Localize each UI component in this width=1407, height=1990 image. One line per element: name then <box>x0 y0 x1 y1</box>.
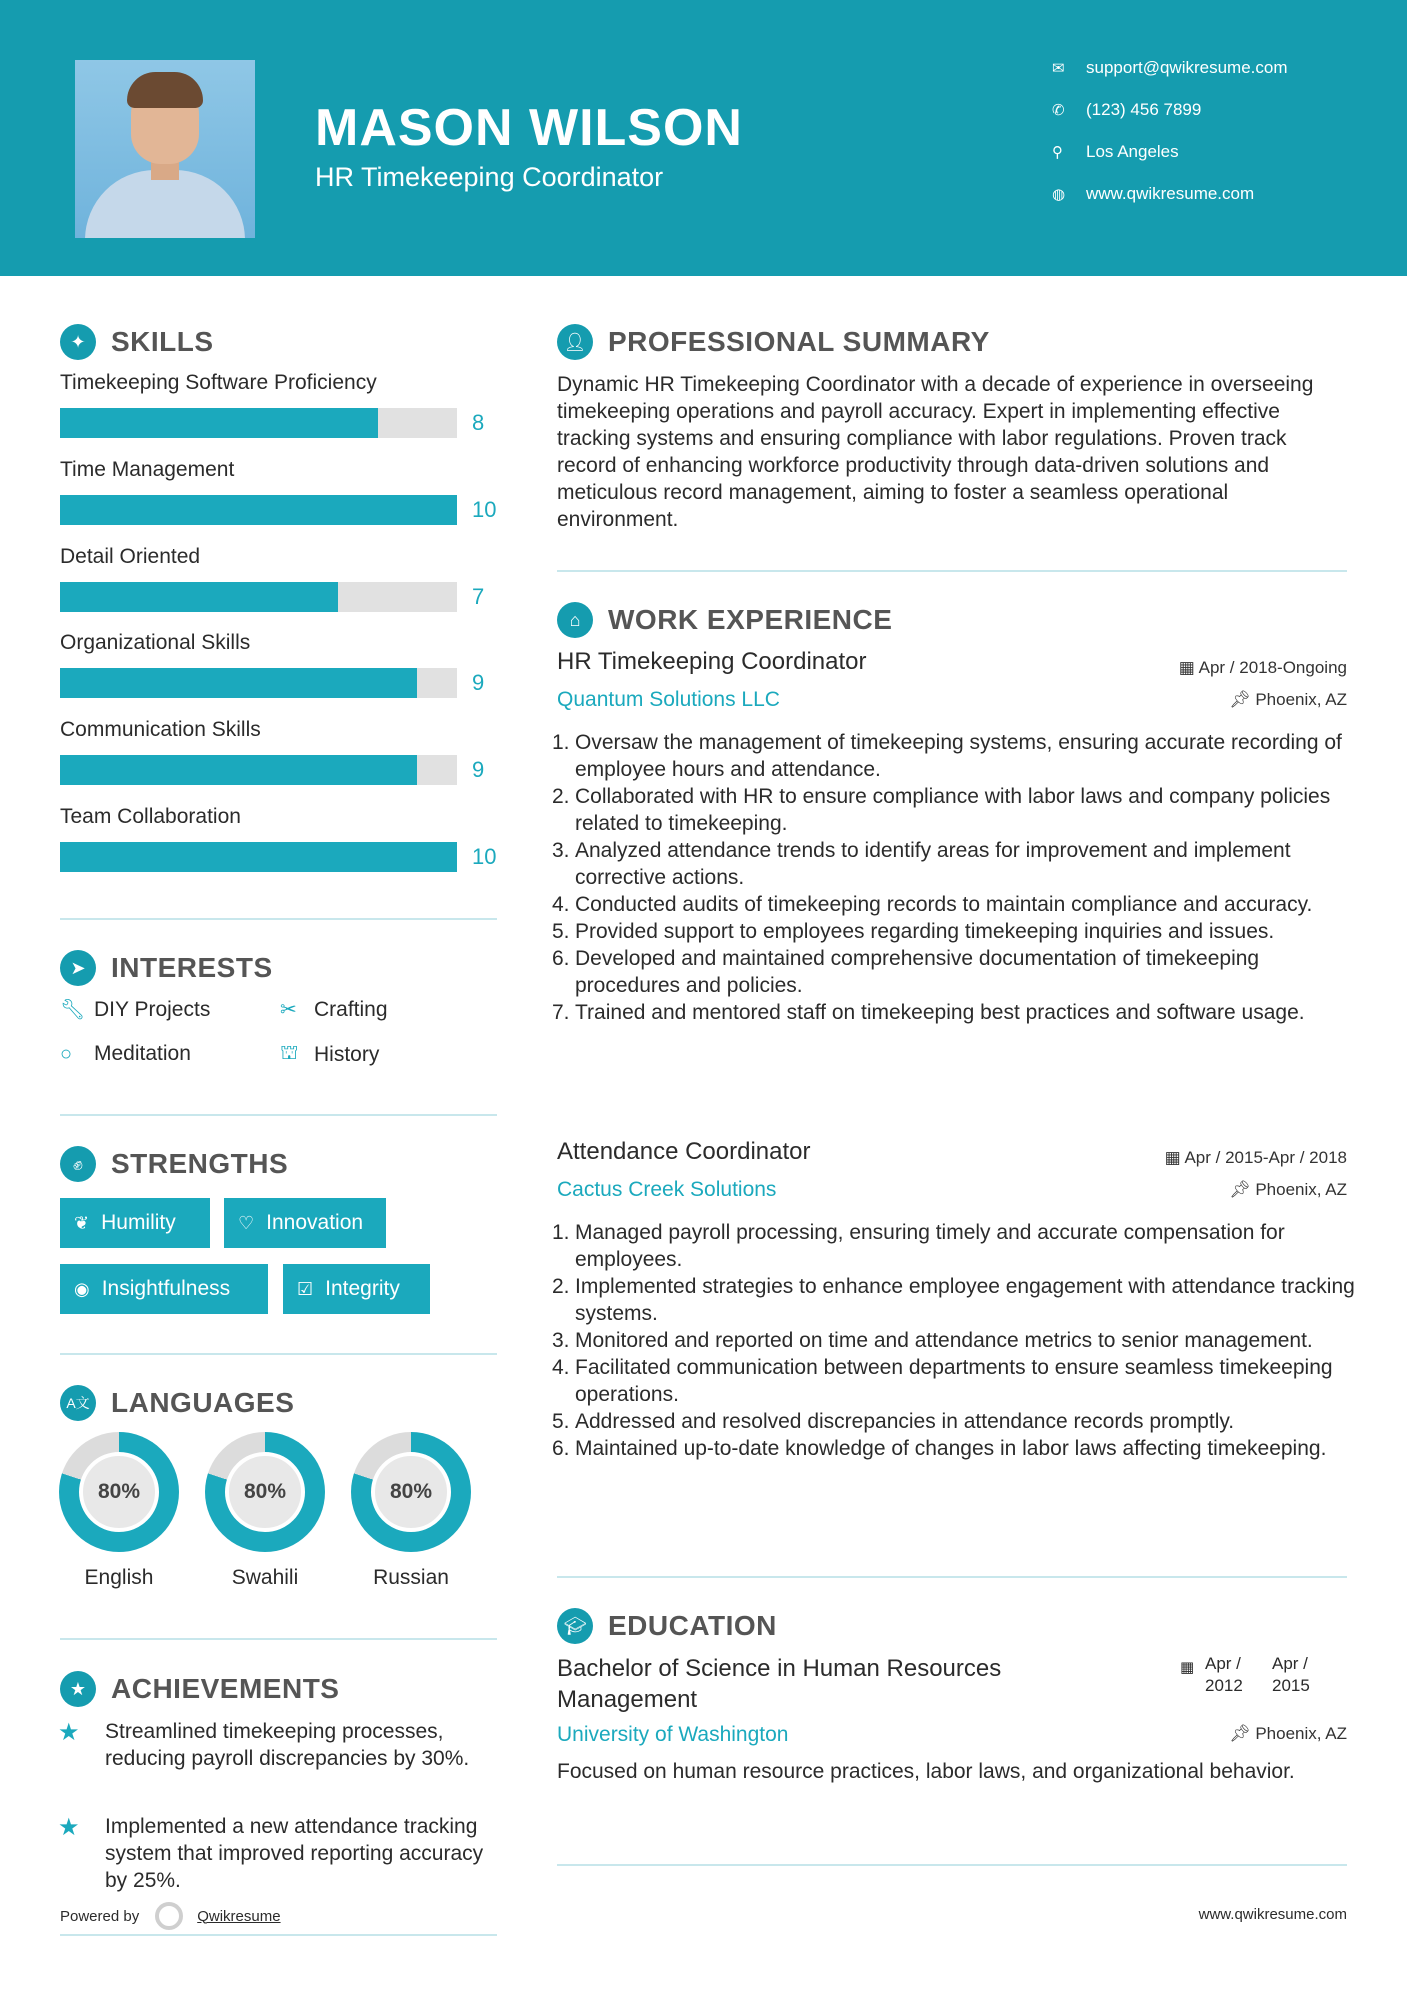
job-title: Attendance Coordinator <box>557 1138 811 1165</box>
wrench-icon: 🔧︎ <box>60 999 86 1021</box>
language-ring <box>351 1432 471 1552</box>
contact-location: ⚲ Los Angeles <box>1052 142 1179 161</box>
pushpin-icon: 📌︎ <box>1229 690 1256 709</box>
skill-value: 7 <box>472 584 485 609</box>
skill-label: Detail Oriented <box>60 545 201 568</box>
strength-tag: ♡ Innovation <box>224 1198 386 1248</box>
pushpin-icon: 📌︎ <box>1229 1180 1256 1199</box>
skill-bar-fill <box>60 668 417 698</box>
job-dates: ▦ Apr / 2015-Apr / 2018 <box>1164 1148 1347 1167</box>
interest-item: ✂ Crafting <box>280 997 388 1021</box>
calendar-icon: ▦ <box>1178 658 1199 677</box>
contact-email[interactable]: ✉ support@qwikresume.com <box>1052 58 1288 77</box>
strength-tag: ❦ Humility <box>60 1198 210 1248</box>
experience-heading: WORK EXPERIENCE <box>608 604 893 635</box>
interests-heading: INTERESTS <box>111 952 273 983</box>
section-divider <box>60 1114 497 1116</box>
brand-link[interactable]: Qwikresume <box>197 1907 281 1925</box>
job-bullets <box>552 729 1357 1026</box>
interest-item: ○ Meditation <box>60 1042 191 1065</box>
skill-label: Communication Skills <box>60 718 261 741</box>
section-divider <box>557 1576 1347 1578</box>
list-item: 1. Managed payroll processing, ensuring timely and accurate compensation for employees. <box>552 1221 1285 1271</box>
job-location: 📌︎ Phoenix, AZ <box>1229 1180 1347 1199</box>
skill-bar-fill <box>60 755 417 785</box>
candidate-title: HR Timekeeping Coordinator <box>315 162 664 192</box>
job-title: HR Timekeeping Coordinator <box>557 648 867 675</box>
skills-heading: SKILLS <box>111 326 214 357</box>
skill-label: Team Collaboration <box>60 805 241 828</box>
lightbulb-icon: ♡ <box>238 1212 255 1233</box>
skill-label: Organizational Skills <box>60 631 251 654</box>
section-divider <box>60 918 497 920</box>
education-start-date: Apr / 2012 <box>1205 1654 1243 1695</box>
skill-bar-fill <box>60 408 378 438</box>
skill-bar <box>60 668 457 698</box>
powered-by: Powered by Qwikresume <box>60 1902 281 1930</box>
phone-icon: ✆ <box>1052 102 1065 119</box>
skill-bar-fill <box>60 495 457 525</box>
user-icon: 👤︎ <box>557 324 593 360</box>
achievement-item: Streamlined timekeeping processes, reducing payroll discrepancies by 30%. <box>105 1720 470 1770</box>
profile-photo <box>75 60 255 238</box>
globe-icon: ◍ <box>1052 186 1066 203</box>
achievements-heading: ACHIEVEMENTS <box>111 1673 340 1704</box>
strengths-heading: STRENGTHS <box>111 1148 289 1179</box>
language-percent: 80% <box>371 1452 451 1532</box>
calendar-icon: ▦ <box>1164 1148 1185 1167</box>
chair-icon: ⌂ <box>557 602 593 638</box>
checkbox-icon: ☑ <box>297 1278 314 1299</box>
star-badge-icon: ★ <box>60 1671 96 1707</box>
skill-bar <box>60 495 457 525</box>
footer-url[interactable]: www.qwikresume.com <box>1198 1906 1347 1923</box>
star-icon: ★ <box>58 1719 80 1746</box>
star-icon: ★ <box>58 1814 80 1841</box>
skill-bar <box>60 408 457 438</box>
calendar-icon: ▦ <box>1180 1659 1195 1676</box>
interest-item: ⛫ History <box>280 1042 380 1066</box>
eye-icon: ◉ <box>74 1278 90 1299</box>
section-divider <box>557 570 1347 572</box>
interest-item: 🔧︎ DIY Projects <box>60 997 211 1021</box>
skill-value: 9 <box>472 757 485 782</box>
resume-header <box>0 0 1407 276</box>
section-divider <box>60 1934 497 1936</box>
list-item: 4. Conducted audits of timekeeping records to maintain compliance and accuracy. <box>552 893 1313 916</box>
skill-value: 10 <box>472 844 497 869</box>
language-card-icon: A文 <box>60 1385 96 1421</box>
languages-heading: LANGUAGES <box>111 1387 295 1418</box>
skill-value: 10 <box>472 497 497 522</box>
list-item: 6. Developed and maintained comprehensive documentation of timekeeping procedures and policies. <box>552 947 1260 997</box>
circle-icon: ○ <box>60 1042 73 1065</box>
lightbulb-icon: ✦ <box>60 324 96 360</box>
summary-text: Dynamic HR Timekeeping Coordinator with a decade of experience in overseeing timekeeping operations and payroll accuracy. Expert in implementing effective tracking systems and ensuring compliance with labor regulations. Proven track record of enhancing workforce productivity through data-driven solutions and meticulous record management, aiming to foster a seamless operational environment. <box>557 373 1314 531</box>
list-item: 5. Addressed and resolved discrepancies in attendance records promptly. <box>552 1410 1235 1433</box>
education-end-date: Apr / 2015 <box>1272 1654 1310 1695</box>
paper-plane-icon: ➤ <box>60 950 96 986</box>
pushpin-icon: 📌︎ <box>1229 1724 1256 1743</box>
education-location: 📌︎ Phoenix, AZ <box>1229 1724 1347 1743</box>
skill-bar-fill <box>60 582 338 612</box>
list-item: 2. Implemented strategies to enhance employee engagement with attendance tracking systems. <box>552 1275 1355 1325</box>
job-bullets <box>552 1219 1357 1462</box>
fist-icon: ✊︎ <box>60 1146 96 1182</box>
graduate-icon: 🎓︎ <box>557 1608 593 1644</box>
envelope-icon: ✉ <box>1052 60 1065 77</box>
contact-phone[interactable]: ✆ (123) 456 7899 <box>1052 100 1202 119</box>
skill-bar-fill <box>60 842 457 872</box>
list-item: 2. Collaborated with HR to ensure compliance with labor laws and company policies related to timekeeping. <box>552 785 1331 835</box>
strength-tag: ☑ Integrity <box>283 1264 430 1314</box>
education-heading: EDUCATION <box>608 1610 777 1641</box>
degree-title: Bachelor of Science in Human Resources Management <box>557 1655 1002 1713</box>
skill-bar <box>60 582 457 612</box>
contact-website[interactable]: ◍ www.qwikresume.com <box>1052 184 1255 203</box>
list-item: 7. Trained and mentored staff on timekeeping best practices and software usage. <box>552 1001 1305 1024</box>
section-divider <box>557 1864 1347 1866</box>
list-item: 4. Facilitated communication between departments to ensure seamless timekeeping operations. <box>552 1356 1333 1406</box>
list-item: 5. Provided support to employees regarding timekeeping inquiries and issues. <box>552 920 1275 943</box>
education-description: Focused on human resource practices, labor laws, and organizational behavior. <box>557 1760 1295 1783</box>
skill-label: Time Management <box>60 458 235 481</box>
section-divider <box>60 1353 497 1355</box>
achievement-item: Implemented a new attendance tracking system that improved reporting accuracy by 25%. <box>105 1815 484 1892</box>
language-ring <box>59 1432 179 1552</box>
list-item: 6. Maintained up-to-date knowledge of changes in labor laws affecting timekeeping. <box>552 1437 1327 1460</box>
company-name: Cactus Creek Solutions <box>557 1178 777 1201</box>
skill-value: 9 <box>472 670 485 695</box>
section-divider <box>60 1638 497 1640</box>
location-pin-icon: ⚲ <box>1052 144 1063 161</box>
museum-icon: ⛫ <box>280 1042 299 1064</box>
school-name: University of Washington <box>557 1723 789 1746</box>
scissors-icon: ✂ <box>280 999 297 1021</box>
skill-bar <box>60 755 457 785</box>
candidate-name: MASON WILSON <box>315 99 743 157</box>
job-location: 📌︎ Phoenix, AZ <box>1229 690 1347 709</box>
list-item: 3. Monitored and reported on time and attendance metrics to senior management. <box>552 1329 1313 1352</box>
language-ring <box>205 1432 325 1552</box>
language-percent: 80% <box>79 1452 159 1532</box>
summary-heading: PROFESSIONAL SUMMARY <box>608 326 990 357</box>
language-name: Swahili <box>231 1566 299 1589</box>
list-item: 3. Analyzed attendance trends to identify areas for improvement and implement corrective actions. <box>552 839 1291 889</box>
skill-value: 8 <box>472 410 485 435</box>
job-dates: ▦ Apr / 2018-Ongoing <box>1178 658 1347 677</box>
qwikresume-logo-icon <box>155 1902 183 1930</box>
skill-label: Timekeeping Software Proficiency <box>60 371 377 394</box>
language-percent: 80% <box>225 1452 305 1532</box>
strength-tag: ◉ Insightfulness <box>60 1264 268 1314</box>
skill-bar <box>60 842 457 872</box>
language-name: English <box>84 1566 154 1589</box>
list-item: 1. Oversaw the management of timekeeping systems, ensuring accurate recording of employee hours and attendance. <box>552 731 1342 781</box>
company-name: Quantum Solutions LLC <box>557 688 780 711</box>
language-name: Russian <box>373 1566 449 1589</box>
leaf-icon: ❦ <box>74 1212 90 1233</box>
